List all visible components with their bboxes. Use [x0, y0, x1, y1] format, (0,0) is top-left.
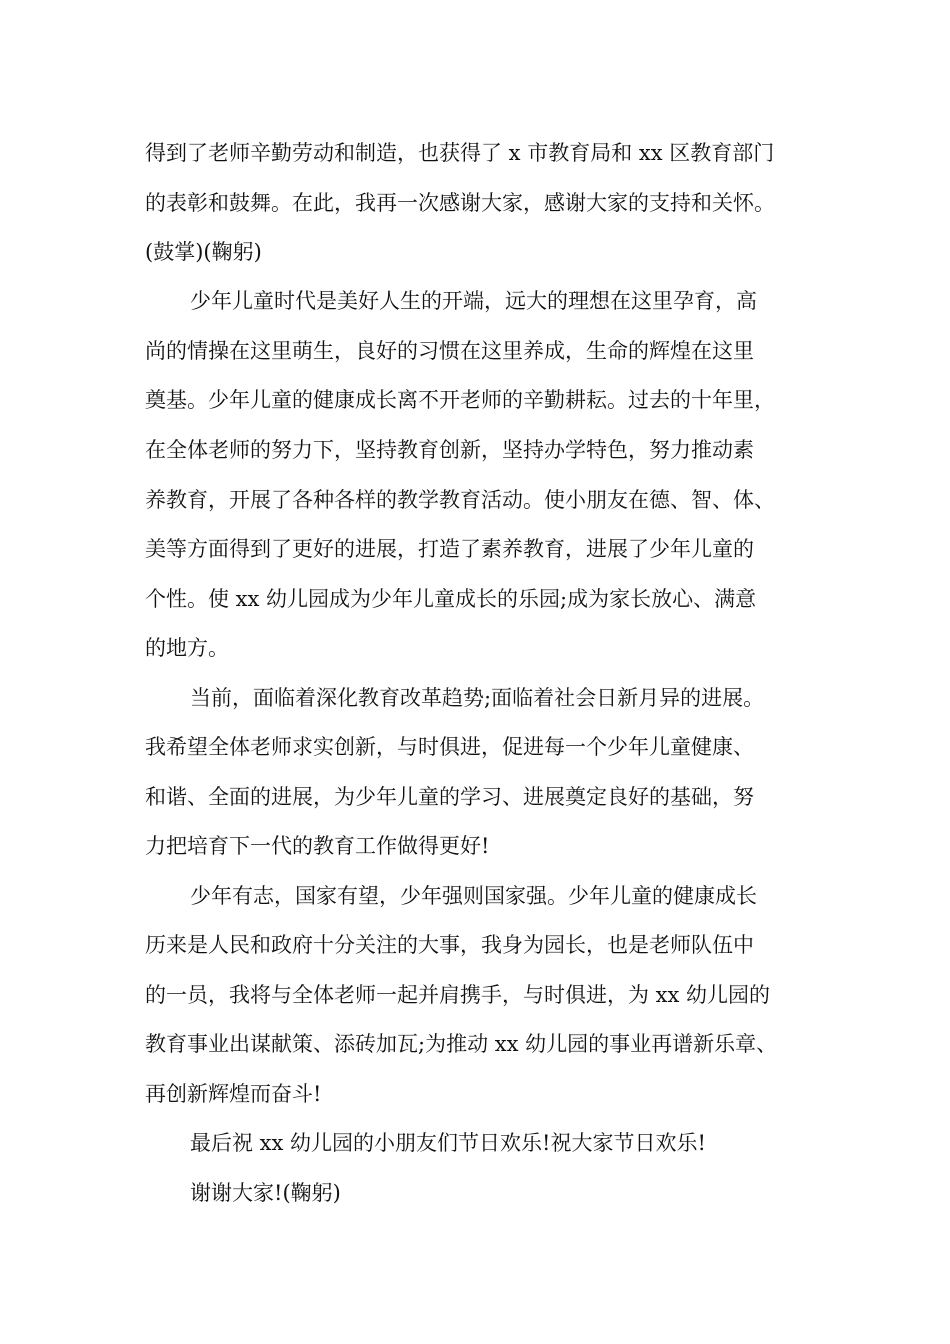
text-line: 个性。使 xx 幼儿园成为少年儿童成长的乐园;成为家长放心、满意 [145, 587, 757, 611]
text-line: 得到了老师辛勤劳动和制造，也获得了 x 市教育局和 xx 区教育部门 [145, 141, 775, 165]
text-line: 和谐、全面的进展，为少年儿童的学习、进展奠定良好的基础，努 [145, 785, 754, 809]
text-line: 少年有志，国家有望，少年强则国家强。少年儿童的健康成长 [190, 884, 757, 908]
text-line: 力把培育下一代的教育工作做得更好! [145, 834, 490, 858]
text-line: 历来是人民和政府十分关注的大事，我身为园长，也是老师队伍中 [145, 933, 754, 957]
text-line: 当前，面临着深化教育改革趋势;面临着社会日新月异的进展。 [190, 686, 765, 710]
text-line: 谢谢大家!(鞠躬) [190, 1181, 341, 1205]
text-line: 美等方面得到了更好的进展，打造了素养教育，进展了少年儿童的 [145, 537, 754, 561]
text-line: 的表彰和鼓舞。在此，我再一次感谢大家，感谢大家的支持和关怀。 [145, 191, 775, 215]
text-line: 的一员，我将与全体老师一起并肩携手，与时俱进，为 xx 幼儿园的 [145, 983, 771, 1007]
text-line: 奠基。少年儿童的健康成长离不开老师的辛勤耕耘。过去的十年里， [145, 388, 775, 412]
text-line: 在全体老师的努力下，坚持教育创新，坚持办学特色，努力推动素 [145, 438, 754, 462]
text-line: 我希望全体老师求实创新，与时俱进，促进每一个少年儿童健康、 [145, 735, 754, 759]
text-line: 的地方。 [145, 636, 229, 660]
text-line: 养教育，开展了各种各样的教学教育活动。使小朋友在德、智、体、 [145, 488, 775, 512]
text-line: 尚的情操在这里萌生，良好的习惯在这里养成，生命的辉煌在这里 [145, 339, 754, 363]
text-line: 少年儿童时代是美好人生的开端，远大的理想在这里孕育，高 [190, 289, 757, 313]
text-line: 再创新辉煌而奋斗! [145, 1082, 322, 1106]
text-line: (鼓掌)(鞠躬) [145, 240, 262, 264]
text-line: 教育事业出谋献策、添砖加瓦;为推动 xx 幼儿园的事业再谱新乐章、 [145, 1032, 778, 1056]
text-line: 最后祝 xx 幼儿园的小朋友们节日欢乐!祝大家节日欢乐! [190, 1131, 706, 1155]
